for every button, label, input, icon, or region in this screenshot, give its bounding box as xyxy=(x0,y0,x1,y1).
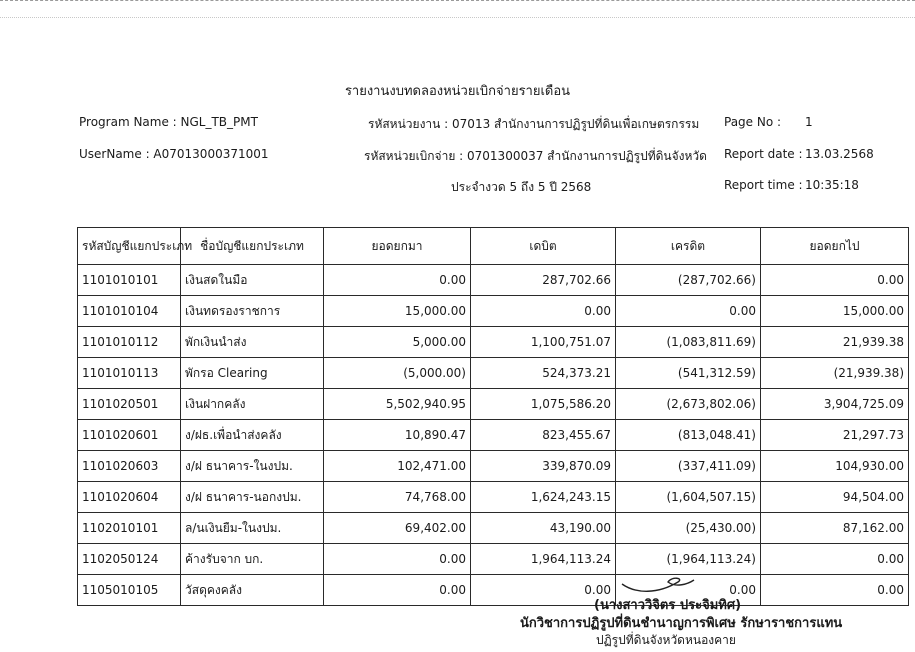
cell-name: ง/ฝ ธนาคาร-นอกงปม. xyxy=(181,482,324,513)
table-row xyxy=(78,358,909,389)
cell-carried-forward: 21,939.38 xyxy=(761,327,909,358)
cell-credit: (541,312.59) xyxy=(616,358,761,389)
username: UserName : A07013000371001 xyxy=(79,147,269,161)
signer-position: นักวิชาการปฏิรูปที่ดินชำนาญการพิเศษ รักษาราชการแทน xyxy=(520,616,843,631)
cell-name: เงินสดในมือ xyxy=(181,265,324,296)
cell-debit: 1,100,751.07 xyxy=(471,327,616,358)
cell-brought-forward: 15,000.00 xyxy=(324,296,471,327)
signature-scribble xyxy=(618,572,698,596)
cell-name: ง/ฝธ.เพื่อนำส่งคลัง xyxy=(181,420,324,451)
cell-debit: 339,870.09 xyxy=(471,451,616,482)
period-line: ประจำงวด 5 ถึง 5 ปี 2568 xyxy=(451,180,592,194)
report-title: รายงานงบทดลองหน่วยเบิกจ่ายรายเดือน xyxy=(344,84,571,99)
table-row xyxy=(78,296,909,327)
table-header-row xyxy=(78,228,909,265)
table-row xyxy=(78,513,909,544)
cell-carried-forward: 94,504.00 xyxy=(761,482,909,513)
table-row xyxy=(78,389,909,420)
cell-brought-forward: 69,402.00 xyxy=(324,513,471,544)
col-header-debit: เดบิต xyxy=(471,228,616,265)
cell-brought-forward: (5,000.00) xyxy=(324,358,471,389)
cell-brought-forward: 74,768.00 xyxy=(324,482,471,513)
cell-code: 1101020604 xyxy=(78,482,181,513)
cell-debit: 0.00 xyxy=(471,575,616,606)
cell-name: ค้างรับจาก บก. xyxy=(181,544,324,575)
report-date-label: Report date : xyxy=(724,147,803,161)
cell-carried-forward: 0.00 xyxy=(761,575,909,606)
cell-brought-forward: 0.00 xyxy=(324,575,471,606)
col-header-code: รหัสบัญชีแยกประเภท xyxy=(78,228,181,265)
table-row xyxy=(78,544,909,575)
cell-code: 1101020601 xyxy=(78,420,181,451)
report-time-label: Report time : xyxy=(724,178,803,192)
cell-brought-forward: 0.00 xyxy=(324,544,471,575)
cell-debit: 1,075,586.20 xyxy=(471,389,616,420)
cell-debit: 0.00 xyxy=(471,296,616,327)
program-name: Program Name : NGL_TB_PMT xyxy=(79,115,258,129)
cell-credit: 0.00 xyxy=(616,296,761,327)
col-header-name: ชื่อบัญชีแยกประเภท xyxy=(181,228,324,265)
cell-carried-forward: 87,162.00 xyxy=(761,513,909,544)
table-row xyxy=(78,327,909,358)
cell-carried-forward: 15,000.00 xyxy=(761,296,909,327)
cell-debit: 287,702.66 xyxy=(471,265,616,296)
report-time-value: 10:35:18 xyxy=(805,178,859,192)
cell-credit: (1,083,811.69) xyxy=(616,327,761,358)
cell-credit: (813,048.41) xyxy=(616,420,761,451)
cell-code: 1101020501 xyxy=(78,389,181,420)
cell-code: 1101010113 xyxy=(78,358,181,389)
table-row xyxy=(78,451,909,482)
cell-debit: 43,190.00 xyxy=(471,513,616,544)
cell-code: 1101020603 xyxy=(78,451,181,482)
table-row xyxy=(78,420,909,451)
table-row xyxy=(78,482,909,513)
cell-code: 1101010112 xyxy=(78,327,181,358)
cell-carried-forward: 21,297.73 xyxy=(761,420,909,451)
cell-name: พักเงินนำส่ง xyxy=(181,327,324,358)
cell-code: 1102050124 xyxy=(78,544,181,575)
cell-name: วัสดุคงคลัง xyxy=(181,575,324,606)
cell-credit: (2,673,802.06) xyxy=(616,389,761,420)
cell-brought-forward: 102,471.00 xyxy=(324,451,471,482)
cell-credit: (25,430.00) xyxy=(616,513,761,544)
cell-name: พักรอ Clearing xyxy=(181,358,324,389)
disbursing-unit-line: รหัสหน่วยเบิกจ่าย : 0701300037 สำนักงานการปฏิรูปที่ดินจังหวัด xyxy=(364,149,707,163)
cell-credit: (287,702.66) xyxy=(616,265,761,296)
agency-line: รหัสหน่วยงาน : 07013 สำนักงานการปฏิรูปที่ดินเพื่อเกษตรกรรม xyxy=(368,117,700,131)
signer-name: (นางสาววิจิตร ประจิมทิศ) xyxy=(594,598,742,613)
table-row xyxy=(78,575,909,606)
col-header-brought-forward: ยอดยกมา xyxy=(324,228,471,265)
col-header-carried-forward: ยอดยกไป xyxy=(761,228,909,265)
top-dotted-line xyxy=(0,17,915,18)
cell-carried-forward: 0.00 xyxy=(761,265,909,296)
trial-balance-table xyxy=(77,227,909,606)
cell-carried-forward: 104,930.00 xyxy=(761,451,909,482)
cell-carried-forward: (21,939.38) xyxy=(761,358,909,389)
cell-brought-forward: 5,000.00 xyxy=(324,327,471,358)
cell-debit: 823,455.67 xyxy=(471,420,616,451)
cell-credit: (1,604,507.15) xyxy=(616,482,761,513)
cell-carried-forward: 0.00 xyxy=(761,544,909,575)
report-date-value: 13.03.2568 xyxy=(805,147,874,161)
page-value: 1 xyxy=(805,115,813,129)
cell-credit: (1,964,113.24) xyxy=(616,544,761,575)
cell-credit: 0.00 xyxy=(616,575,761,606)
cell-code: 1101010101 xyxy=(78,265,181,296)
col-header-credit: เครดิต xyxy=(616,228,761,265)
top-dashed-line xyxy=(0,0,915,1)
cell-name: เงินทดรองราชการ xyxy=(181,296,324,327)
cell-name: ล/นเงินยืม-ในงปม. xyxy=(181,513,324,544)
table-row xyxy=(78,265,909,296)
signer-office: ปฏิรูปที่ดินจังหวัดหนองคาย xyxy=(596,633,736,647)
cell-code: 1101010104 xyxy=(78,296,181,327)
cell-brought-forward: 5,502,940.95 xyxy=(324,389,471,420)
cell-carried-forward: 3,904,725.09 xyxy=(761,389,909,420)
cell-name: ง/ฝ ธนาคาร-ในงปม. xyxy=(181,451,324,482)
page-label: Page No : xyxy=(724,115,782,129)
cell-brought-forward: 0.00 xyxy=(324,265,471,296)
cell-debit: 1,964,113.24 xyxy=(471,544,616,575)
cell-debit: 1,624,243.15 xyxy=(471,482,616,513)
cell-credit: (337,411.09) xyxy=(616,451,761,482)
cell-name: เงินฝากคลัง xyxy=(181,389,324,420)
cell-debit: 524,373.21 xyxy=(471,358,616,389)
cell-code: 1105010105 xyxy=(78,575,181,606)
cell-brought-forward: 10,890.47 xyxy=(324,420,471,451)
cell-code: 1102010101 xyxy=(78,513,181,544)
